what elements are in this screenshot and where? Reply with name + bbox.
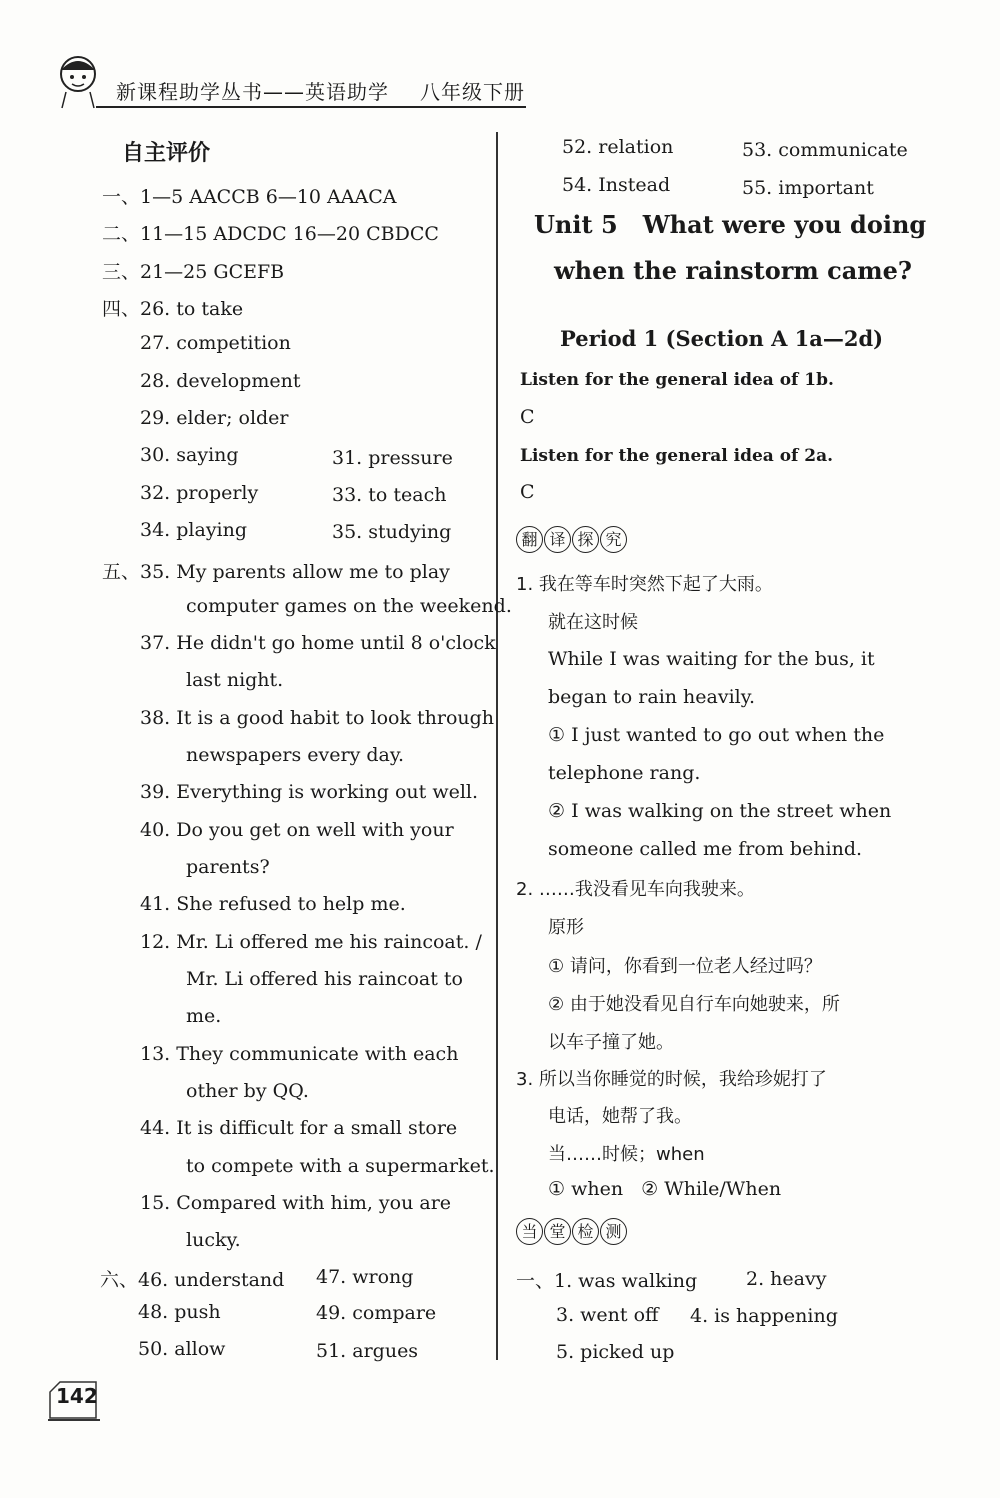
answer-line: 37. He didn't go home until 8 o'clock — [140, 632, 496, 654]
listen-answer-1b: C — [520, 406, 535, 428]
answer-line: parents? — [186, 856, 270, 878]
answer-line: While I was waiting for the bus, it — [548, 648, 875, 670]
answer-line: 五、35. My parents allow me to play — [102, 561, 450, 583]
answer-line: 49. compare — [316, 1302, 437, 1324]
badge-char: 当 — [516, 1218, 543, 1245]
answer-line: last night. — [186, 669, 284, 691]
answer-line: ② I was walking on the street when — [548, 800, 892, 822]
answer-line: 二、11—15 ADCDC 16—20 CBDCC — [102, 223, 439, 245]
answer-line: 53. communicate — [742, 139, 908, 161]
answer-line: 34. playing — [140, 519, 248, 541]
answer-line: 3. 所以当你睡觉的时候，我给珍妮打了 — [516, 1069, 827, 1090]
answer-line: ① when ② While/When — [548, 1178, 782, 1200]
answer-line: computer games on the weekend. — [186, 595, 512, 617]
answer-line: 55. important — [742, 177, 874, 199]
badge-char: 翻 — [516, 526, 543, 553]
listen-heading-1b: Listen for the general idea of 1b. — [520, 370, 834, 390]
answer-line: 40. Do you get on well with your — [140, 819, 454, 841]
answer-line: 六、46. understand — [100, 1269, 285, 1291]
answer-line: me. — [186, 1005, 222, 1027]
answer-line: 28. development — [140, 370, 301, 392]
answer-line: 4. is happening — [690, 1305, 838, 1327]
badge-char: 探 — [572, 526, 599, 553]
answer-line: 44. It is difficult for a small store — [140, 1117, 458, 1139]
answer-line: 一、1. was walking — [516, 1270, 698, 1292]
section-badge-classtest — [516, 1218, 628, 1245]
section-title-self-eval: 自主评价 — [122, 141, 211, 166]
badge-char: 测 — [600, 1218, 627, 1245]
answer-line: 32. properly — [140, 482, 259, 504]
page-number-text: 142 — [56, 1384, 98, 1408]
answer-line: 15. Compared with him, you are — [140, 1192, 452, 1214]
answer-line: 54. Instead — [562, 174, 671, 196]
answer-line: 原形 — [548, 917, 584, 938]
answer-line: 2. ……我没看见车向我驶来。 — [516, 879, 755, 900]
column-divider — [496, 132, 498, 1360]
answer-line: 一、1—5 AACCB 6—10 AAACA — [102, 186, 397, 208]
answer-line: 52. relation — [562, 136, 674, 158]
answer-line: 50. allow — [138, 1338, 226, 1360]
listen-answer-2a: C — [520, 481, 535, 503]
answer-line: ② 由于她没看见自行车向她驶来，所 — [548, 994, 840, 1015]
answer-line: lucky. — [186, 1229, 241, 1251]
unit-title-line-2: when the rainstorm came? — [554, 256, 912, 285]
answer-line: 27. competition — [140, 332, 291, 354]
answer-line: 47. wrong — [316, 1266, 414, 1288]
answer-line: telephone rang. — [548, 762, 701, 784]
answer-line: 12. Mr. Li offered me his raincoat. / — [140, 931, 482, 953]
answer-line: 当……时候；when — [548, 1144, 705, 1165]
answer-line: 1. 我在等车时突然下起了大雨。 — [516, 574, 773, 595]
answer-line: newspapers every day. — [186, 744, 405, 766]
answer-line: ① 请问，你看到一位老人经过吗？ — [548, 956, 822, 977]
answer-line: 三、21—25 GCEFB — [102, 261, 285, 283]
answer-line: Mr. Li offered his raincoat to — [186, 968, 463, 990]
answer-line: 3. went off — [556, 1304, 659, 1326]
answer-line: 38. It is a good habit to look through — [140, 707, 495, 729]
badge-char: 译 — [544, 526, 571, 553]
answer-line: 30. saying — [140, 444, 239, 466]
section-badge-translation — [516, 526, 628, 553]
unit-title-line-1: Unit 5 What were you doing — [534, 210, 927, 239]
header-grade: 八年级下册 — [420, 80, 525, 104]
badge-char: 检 — [572, 1218, 599, 1245]
period-title: Period 1 (Section A 1a—2d) — [560, 326, 884, 351]
answer-line: 39. Everything is working out well. — [140, 781, 479, 803]
answer-line: 就在这时候 — [548, 612, 638, 633]
answer-line: 41. She refused to help me. — [140, 893, 406, 915]
listen-heading-2a: Listen for the general idea of 2a. — [520, 446, 834, 466]
answer-line: other by QQ. — [186, 1080, 309, 1102]
answer-line: 2. heavy — [746, 1268, 827, 1290]
answer-line: 13. They communicate with each — [140, 1043, 459, 1065]
answer-line: 电话，她帮了我。 — [548, 1106, 692, 1127]
badge-char: 究 — [600, 526, 627, 553]
mascot-icon — [52, 50, 104, 110]
answer-line: 5. picked up — [556, 1341, 675, 1363]
page-number — [46, 1378, 102, 1422]
answer-line: 以车子撞了她。 — [548, 1032, 674, 1053]
header-title: 新课程助学丛书——英语助学 — [116, 80, 389, 104]
answer-line: ① I just wanted to go out when the — [548, 724, 885, 746]
answer-line: began to rain heavily. — [548, 686, 755, 708]
answer-line: 35. studying — [332, 521, 452, 543]
header-rule — [96, 106, 526, 108]
answer-line: 29. elder; older — [140, 407, 289, 429]
answer-line: 48. push — [138, 1301, 221, 1323]
answer-line: someone called me from behind. — [548, 838, 863, 860]
answer-line: 四、26. to take — [102, 298, 244, 320]
badge-char: 堂 — [544, 1218, 571, 1245]
answer-line: 51. argues — [316, 1340, 419, 1362]
answer-line: to compete with a supermarket. — [186, 1155, 495, 1177]
answer-line: 33. to teach — [332, 484, 447, 506]
answer-line: 31. pressure — [332, 447, 453, 469]
